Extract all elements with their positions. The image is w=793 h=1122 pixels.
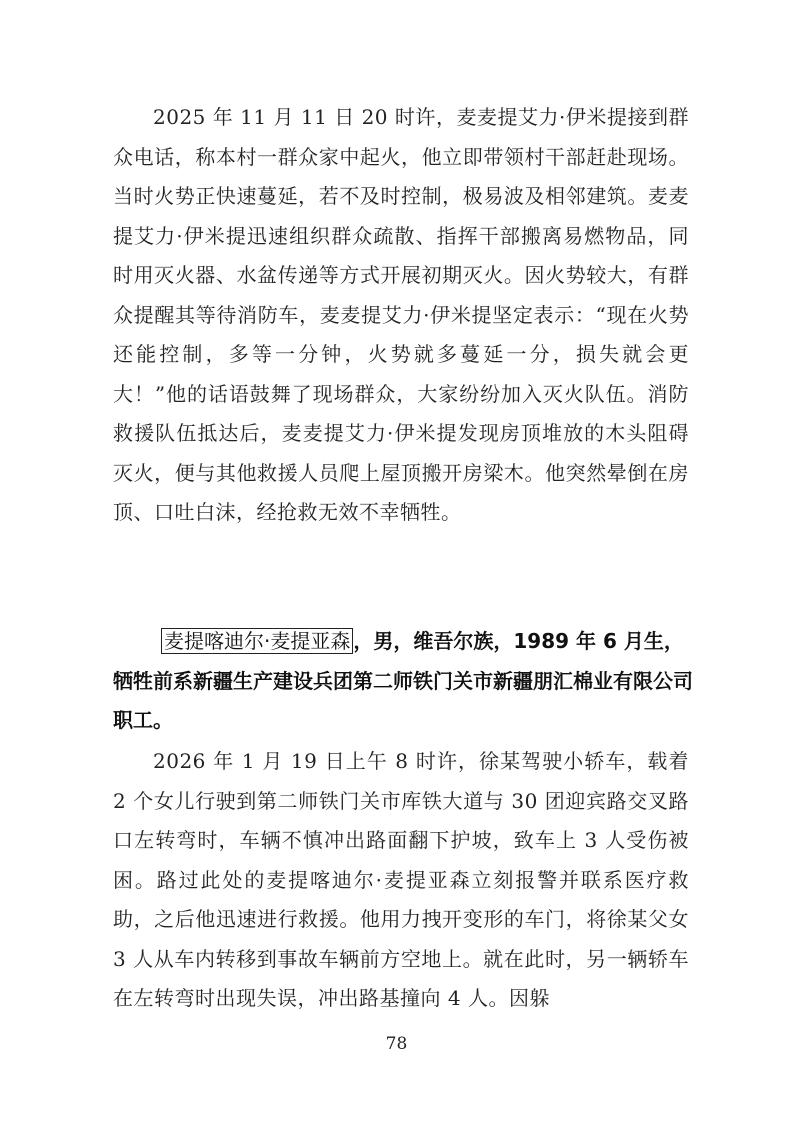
person-name-highlight: 麦提喀迪尔·麦提亚森 <box>161 628 353 654</box>
person-heading <box>113 622 693 741</box>
paragraph-fire-rescue: 2025 年 11 月 11 日 20 时许，麦麦提艾力·伊米提接到群众电话，称本村一群众家中起火，他立即带领村干部赶赴现场。当时火势正快速蔓延，若不及时控制，极易波及相邻建筑。麦麦提艾力·伊米提迅速组织群众疏散、指挥干部搬离易燃物品，同时用灭火器、水盆传递等方式开展初期灭火。因火势较大，有群众提醒其等待消防车，麦麦提艾力·伊米提坚定表示：“现在火势还能控制，多等一分钟，火势就多蔓延一分，损失就会更大！”他的话语鼓舞了现场群众，大家纷纷加入灭火队伍。消防救援队伍抵达后，麦麦提艾力·伊米提发现房顶堆放的木头阻碍灭火，便与其他救援人员爬上屋顶搬开房梁木。他突然晕倒在房顶、口吐白沫，经抢救无效不幸牺牲。 <box>113 105 689 524</box>
page-number: 78 <box>385 1034 408 1054</box>
person-details: ，男，维吾尔族，1989 年 6 月生，牺牲前系新疆生产建设兵团第二师铁门关市新疆朋汇棉业有限公司职工。 <box>113 629 693 732</box>
paragraph-traffic-rescue: 2026 年 1 月 19 日上午 8 时许，徐某驾驶小轿车，载着 2 个女儿行驶到第二师铁门关市库铁大道与 30 团迎宾路交叉路口左转弯时，车辆不慎冲出路面翻下护坡，致车上 3 人受伤被困。路过此处的麦提喀迪尔·麦提亚森立刻报警并联系医疗救助，之后他迅速进行救援。他用力拽开变形的车门，将徐某父女 3 人从车内转移到事故车辆前方空地上。就在此时，另一辆轿车在左转弯时出现失误，冲出路基撞向 4 人。因躲 <box>113 749 689 1010</box>
